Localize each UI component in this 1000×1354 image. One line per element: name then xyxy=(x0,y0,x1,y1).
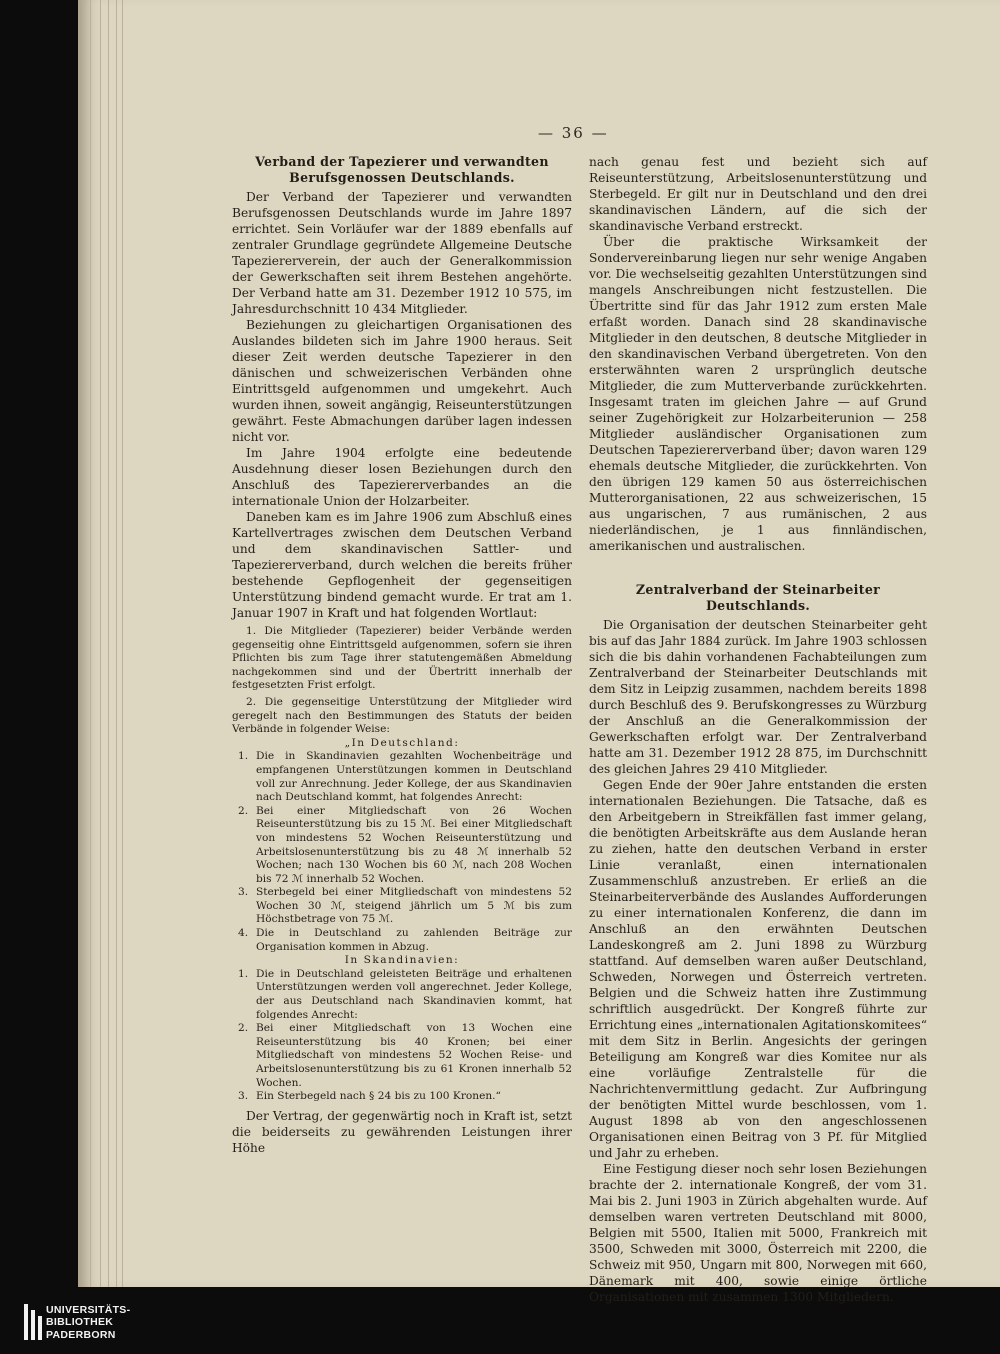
item-number: 2. xyxy=(238,804,249,817)
paragraph: Eine Festigung dieser noch sehr losen Beziehungen brachte der 2. internationale Kongreß, der vom 31. Mai bis 2. Juni 1903 in Zürich abgehalten wurde. Auf demselben waren vertreten Deutschland mit 8000, Belgien mit 5500, Italien mit 5000, Frankreich mit 3500, Schweden mit 3000, Österreich mit 2200, die Schweiz mit 950, Ungarn mit 800, Norwegen mit 660, Dänemark mit 400, sowie einige örtliche Organisationen mit zusammen 1300 Mitgliedern. xyxy=(589,1162,927,1304)
paragraph: Daneben kam es im Jahre 1906 zum Abschluß eines Kartellvertrages zwischen dem Deutschen Verband und dem skandinavischen Sattler- und Tapeziererverband, durch welchen die bereits früher bestehende Gepflogenheit der gegenseitigen Unterstützung bindend gemacht wurde. Er trat am 1. Januar 1907 in Kraft und hat folgenden Wortlaut: xyxy=(232,510,572,620)
paragraph: Der Vertrag, der gegenwärtig noch in Kraft ist, setzt die beiderseits zu gewährenden Leistungen ihrer Höhe xyxy=(232,1108,572,1155)
page-edge xyxy=(108,0,109,1287)
section-heading: Zentralverband der Steinarbeiter Deutschlands. xyxy=(635,582,881,613)
page-number: — 36 — xyxy=(538,124,609,142)
item-text: Die in Skandinavien gezahlten Wochenbeiträge und empfangenen Unterstützungen kommen in Deutschland voll zur Anrechnung. Jeder Kollege, der aus Skandinavien nach Deutschland kommt, hat folgendes Anrecht: xyxy=(256,750,572,804)
item-text: Die in Deutschland geleisteten Beiträge und erhaltenen Unterstützungen werden voll angerechnet. Jeder Kollege, der aus Deutschland nach Skandinavien kommt, hat folgendes Anrecht: xyxy=(256,967,572,1021)
item-number: 1. xyxy=(238,750,249,763)
contract-subheading: „In Deutschland: xyxy=(344,736,460,749)
item-number: 2. xyxy=(238,1022,249,1035)
contract-item xyxy=(232,1090,572,1104)
contract-subheading: In Skandinavien: xyxy=(344,954,460,967)
right-column xyxy=(589,154,927,1305)
item-number: 3. xyxy=(238,886,249,899)
item-text: Bei einer Mitgliedschaft von 26 Wochen Reiseunterstützung bis zu 15 ℳ. Bei einer Mitgliedschaft von mindestens 52 Wochen Reiseunterstützung und Arbeitslosenunterstützung bis zu 48 ℳ innerhalb 52 Wochen; nach 130 Wochen bis 60 ℳ, nach 208 Wochen bis 72 ℳ innerhalb 52 Wochen. xyxy=(256,804,572,885)
logo-line: BIBLIOTHEK xyxy=(46,1316,114,1329)
paragraph: Die Organisation der deutschen Steinarbeiter geht bis auf das Jahr 1884 zurück. Im Jahre 1903 schlossen sich die bis dahin vorhandenen Fachabteilungen zum Zentralverband der Steinarbeiter Deutschlands mit dem Sitz in Leipzig zusammen, nachdem bereits 1898 durch Beschluß des 9. Berufskongresses zu Würzburg der Anschluß an die Generalkommission der Gewerkschaften erfolgt war. Der Zentralverband hatte am 31. Dezember 1912 28 875, im Durchschnitt des gleichen Jahres 29 410 Mitglieder. xyxy=(589,618,927,776)
left-column xyxy=(232,154,572,1156)
contract-item xyxy=(232,886,572,927)
item-number: 1. xyxy=(238,967,249,980)
logo-line: PADERBORN xyxy=(46,1328,116,1341)
contract-item xyxy=(232,1022,572,1090)
paragraph: Der Verband der Tapezierer und verwandten Berufsgenossen Deutschlands wurde im Jahre 1897 errichtet. Sein Vorläufer war der 1889 ebenfalls auf zentraler Grundlage gegründete Allgemeine Deutsche Tapeziererverein, der auch der Generalkommission der Gewerkschaften seit ihrem Bestehen angehörte. Der Verband hatte am 31. Dezember 1912 10 575, im Jahresdurchschnitt 10 434 Mitglieder. xyxy=(232,190,572,316)
contract-item xyxy=(232,805,572,887)
page-edge xyxy=(90,0,91,1287)
contract-text xyxy=(232,625,572,1104)
paragraph: Im Jahre 1904 erfolgte eine bedeutende Ausdehnung dieser losen Beziehungen durch den Anschluß des Tapeziererverbandes an die internationale Union der Holzarbeiter. xyxy=(232,446,572,508)
item-text: Ein Sterbegeld nach § 24 bis zu 100 Kronen.“ xyxy=(256,1090,501,1103)
item-number: 3. xyxy=(238,1090,249,1103)
contract-item xyxy=(232,750,572,804)
contract-paragraph: 2. Die gegenseitige Unterstützung der Mitglieder wird geregelt nach den Bestimmungen des Statuts der beiden Verbände in folgender Weise: xyxy=(232,695,572,736)
page-edge xyxy=(122,0,123,1287)
contract-item xyxy=(232,968,572,1022)
paragraph: Gegen Ende der 90er Jahre entstanden die ersten internationalen Beziehungen. Die Tatsache, daß es den Arbeitgebern in Streikfällen fast immer gelang, die benötigten Arbeitskräfte aus dem Auslande heran zu ziehen, hatte den deutschen Verband in erster Linie veranlaßt, einen internationalen Zusammenschluß anzustreben. Er erließ an die Steinarbeiterverbände des Auslandes Aufforderungen zu einer internationalen Konferenz, die dann im Anschluß an den erwähnten Deutschen Landeskongreß am 2. Juni 1898 zu Würzburg stattfand. Auf demselben waren außer Deutschland, Schweden, Norwegen und Österreich vertreten. Belgien und die Schweiz hatten ihre Zustimmung schriftlich ausgedrückt. Der Kongreß führte zur Errichtung eines „internationalen Agitationskomitees“ mit dem Sitz in Berlin. Angesichts der geringen Beteiligung am Kongreß war dies Komitee nur als eine vorläufige Zentralstelle für die Nachrichtenvermittlung gedacht. Zur Aufbringung der benötigten Mittel wurde beschlossen, vom 1. August 1898 ab von den angeschlossenen Organisationen einen Beitrag von 3 Pf. für Mitglied und Jahr zu erheben. xyxy=(589,778,927,1160)
page-edge xyxy=(116,0,117,1287)
contract-item xyxy=(232,927,572,954)
item-text: Sterbegeld bei einer Mitgliedschaft von mindestens 52 Wochen 30 ℳ, steigend jährlich um 5 ℳ bis zum Höchstbetrage von 75 ℳ. xyxy=(256,886,572,926)
section-heading: Verband der Tapezierer und verwandten Berufsgenossen Deutschlands. xyxy=(255,154,549,185)
item-number: 4. xyxy=(238,927,249,940)
paragraph: Über die praktische Wirksamkeit der Sondervereinbarung liegen nur sehr wenige Angaben vor. Die wechselseitig gezahlten Unterstützungen sind mangels Anschreibungen nicht festzustellen. Die Übertritte sind für das Jahr 1912 zum ersten Male erfaßt worden. Danach sind 28 skandinavische Mitglieder in den deutschen, 8 deutsche Mitglieder in den skandinavischen Verband übergetreten. Von den ersterwähnten waren 2 ursprünglich deutsche Mitglieder, die zum Mutterverbande zurückkehrten. Insgesamt traten im gleichen Jahre — auf Grund seiner Zugehörigkeit zur Holzarbeiterunion — 258 Mitglieder ausländischer Organisationen zum Deutschen Tapeziererverband über; davon waren 129 ehemals deutsche Mitglieder, die zurückkehrten. Von den übrigen 129 kamen 50 aus österreichischen Mutterorganisationen, 22 aus schweizerischen, 15 aus ungarischen, 7 aus rumänischen, 2 aus niederländischen, je 1 aus finnländischen, amerikanischen und australischen. xyxy=(589,235,927,553)
item-text: Bei einer Mitgliedschaft von 13 Wochen eine Reiseunterstützung bis 40 Kronen; bei einer Mitgliedschaft von mindestens 52 Wochen Reise- und Arbeitslosenunterstützung bis zu 61 Kronen innerhalb 52 Wochen. xyxy=(256,1022,572,1089)
item-text: Die in Deutschland zu zahlenden Beiträge zur Organisation kommen in Abzug. xyxy=(256,927,572,953)
paragraph: nach genau fest und bezieht sich auf Reiseunterstützung, Arbeitslosenunterstützung und Sterbegeld. Er gilt nur in Deutschland und den drei skandinavischen Ländern, auf die sich der skandinavische Verband erstreckt. xyxy=(589,155,927,233)
library-logo-text xyxy=(46,1304,130,1341)
page-edge xyxy=(100,0,101,1287)
logo-line: UNIVERSITÄTS- xyxy=(46,1304,131,1316)
contract-paragraph: 1. Die Mitglieder (Tapezierer) beider Verbände werden gegenseitig ohne Eintrittsgeld aufgenommen, sofern sie ihren Pflichten bis zum Tage ihrer statutengemäßen Abmeldung nachgekommen sind und der Übertritt innerhalb der festgesetzten Frist erfolgt. xyxy=(232,625,572,692)
paragraph: Beziehungen zu gleichartigen Organisationen des Auslandes bildeten sich im Jahre 1900 heraus. Seit dieser Zeit werden deutsche Tapezierer in den dänischen und schweizerischen Verbänden ohne Eintrittsgeld aufgenommen und umgekehrt. Auch wurden ihnen, soweit angängig, Reiseunterstützungen gewährt. Feste Abmachungen darüber lagen indessen nicht vor. xyxy=(232,318,572,444)
library-logo-icon xyxy=(24,1304,30,1340)
